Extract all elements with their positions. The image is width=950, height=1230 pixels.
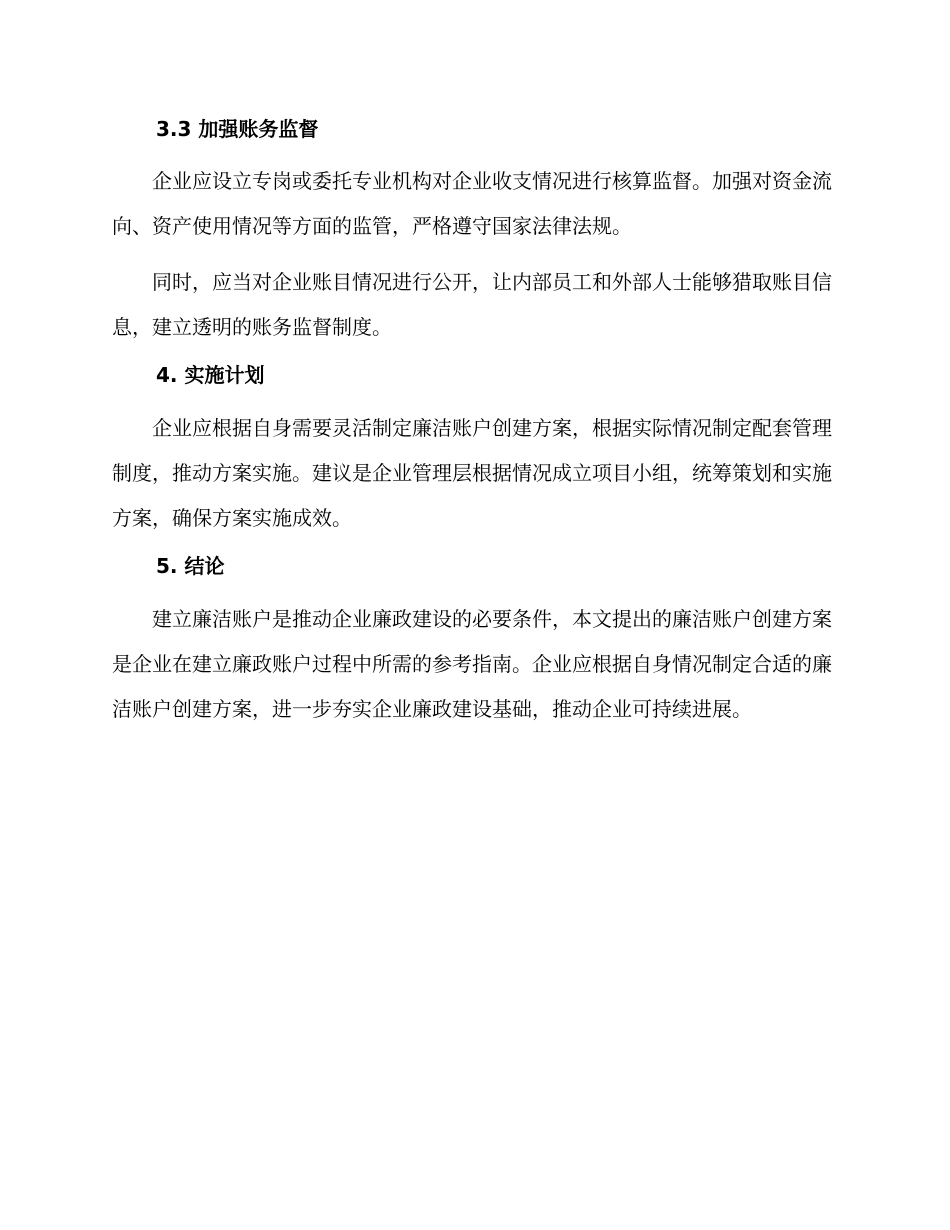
paragraph-implementation-plan: 企业应根据自身需要灵活制定廉洁账户创建方案，根据实际情况制定配套管理制度，推动方案实施。建议是企业管理层根据情况成立项目小组，统筹策划和实施方案，确保方案实施成效。: [112, 416, 832, 530]
document-body: [112, 112, 832, 732]
paragraph-conclusion: 建立廉洁账户是推动企业廉政建设的必要条件，本文提出的廉洁账户创建方案是企业在建立廉政账户过程中所需的参考指南。企业应根据自身情况制定合适的廉洁账户创建方案，进一步夯实企业廉政建设基础，推动企业可持续进展。: [112, 607, 832, 721]
section-heading-4: 4. 实施计划: [156, 363, 265, 387]
paragraph-account-disclosure: 同时，应当对企业账目情况进行公开，让内部员工和外部人士能够猎取账目信息，建立透明的账务监督制度。: [112, 270, 832, 339]
paragraph-account-supervision: 企业应设立专岗或委托专业机构对企业收支情况进行核算监督。加强对资金流向、资产使用情况等方面的监管，严格遵守国家法律法规。: [112, 169, 832, 238]
section-heading-5: 5. 结论: [156, 554, 225, 578]
section-heading-3-3: 3.3 加强账务监督: [156, 117, 319, 141]
